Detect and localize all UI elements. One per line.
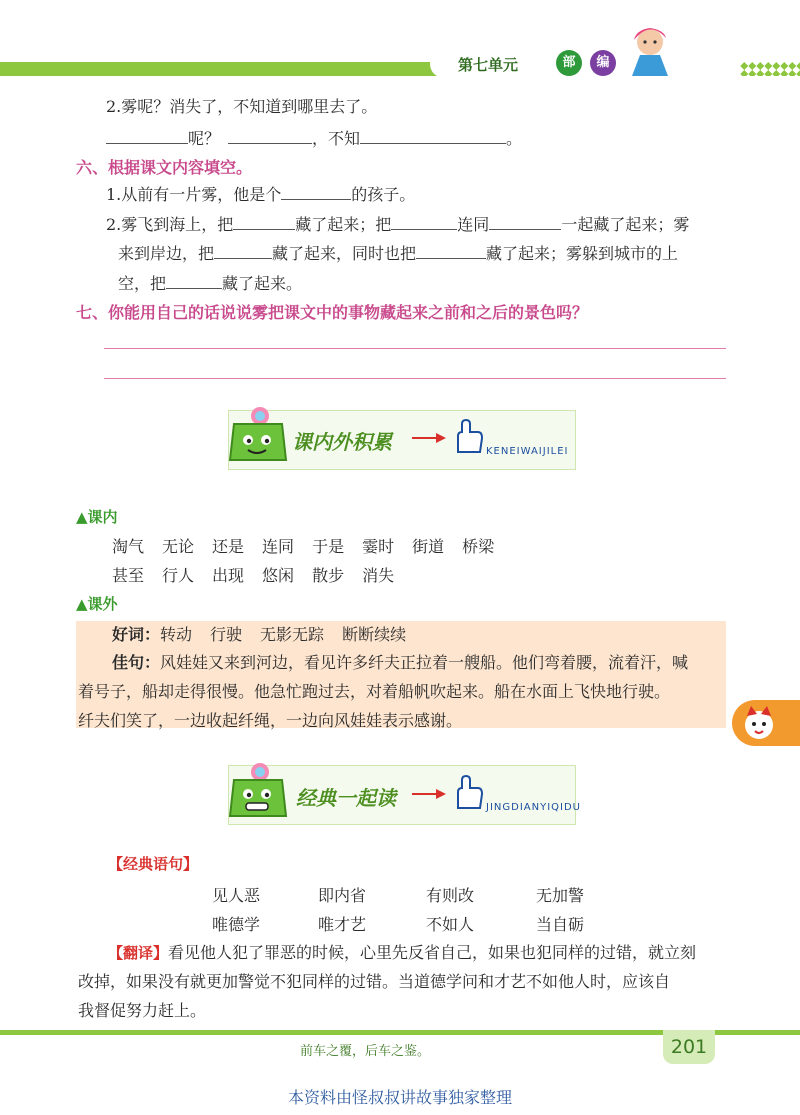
jiaju-line2: 着号子，船却走得很慢。他急忙跑过去，对着船帆吹起来。船在水面上飞快地行驶。 — [78, 682, 671, 701]
word: 连同 — [262, 537, 295, 556]
hand-icon — [450, 418, 486, 458]
footer-motto: 前车之覆，后车之鉴。 — [300, 1044, 431, 1059]
word: 消失 — [362, 566, 395, 585]
jiaju-line3: 纤夫们笑了，一边收起纤绳，一边向风娃娃表示感谢。 — [78, 711, 463, 730]
q2-sentence: 2.雾呢？消失了，不知道到哪里去了。 — [106, 97, 378, 116]
word: 悠闲 — [262, 566, 295, 585]
banner-kenei-title: 课内外积累 — [292, 430, 392, 454]
text: 藏了起来。 — [222, 274, 303, 293]
poem-phrase: 有则改 — [426, 886, 475, 905]
section7-title: 七、你能用自己的话说说雾把课文中的事物藏起来之前和之后的景色吗？ — [76, 303, 589, 322]
poem-phrase: 无加警 — [536, 886, 585, 905]
text: 藏了起来；雾躲到城市的上 — [486, 244, 679, 263]
word: 桥梁 — [462, 537, 495, 556]
kenei-label: 课内 — [87, 508, 118, 526]
kenei-heading — [76, 506, 118, 527]
word: 淘气 — [112, 537, 145, 556]
triangle-icon: ▲ — [76, 508, 88, 526]
unit-label: 第七单元 — [458, 56, 519, 74]
word: 甚至 — [112, 566, 145, 585]
header-checker-decoration — [740, 62, 800, 76]
s6-item2-line3 — [118, 270, 302, 296]
blank[interactable] — [233, 211, 295, 230]
poem-phrase: 当自砺 — [536, 915, 585, 934]
blank[interactable] — [281, 181, 351, 200]
translation-line3: 我督促努力赶上。 — [78, 1001, 207, 1020]
poem-phrase: 即内省 — [318, 886, 367, 905]
fox-face-icon — [740, 704, 778, 742]
kenei-row2 — [112, 563, 412, 586]
banner-jingdian-title: 经典一起读 — [296, 786, 396, 810]
jiaju-text: 风娃娃又来到河边，看见许多纤夫正拉着一艘船。他们弯着腰，流着汗，喊 — [160, 653, 689, 672]
translation-line2: 改掉，如果没有就更加警觉不犯同样的过错。当道德学问和才艺不如他人时，应该自 — [78, 972, 671, 991]
section6-title: 六、根据课文内容填空。 — [76, 158, 253, 177]
s6-item1-b: 的孩子。 — [351, 185, 416, 204]
q2-part2: ，不知 — [312, 129, 361, 148]
text: 藏了起来，同时也把 — [272, 244, 417, 263]
s6-item2-line1 — [106, 211, 689, 237]
kewai-label: 课外 — [87, 595, 118, 613]
credit-text: 本资料由怪叔叔讲故事独家整理 — [287, 1088, 512, 1107]
blank[interactable] — [166, 270, 222, 289]
word: 霎时 — [362, 537, 395, 556]
answer-line[interactable] — [104, 378, 726, 379]
poem-phrase: 不如人 — [426, 915, 475, 934]
haoci-row — [112, 622, 424, 645]
text: 2.雾飞到海上，把 — [106, 215, 234, 234]
answer-line[interactable] — [104, 348, 726, 349]
badge-bian: 编 — [590, 50, 616, 76]
jiaju-label: 佳句： — [112, 653, 161, 672]
word: 无影无踪 — [260, 625, 325, 644]
kewai-heading — [76, 593, 118, 614]
arrow-icon — [410, 430, 450, 446]
text: 空，把 — [118, 274, 167, 293]
triangle-icon: ▲ — [76, 595, 88, 613]
blank[interactable] — [416, 240, 486, 259]
word: 还是 — [212, 537, 245, 556]
s6-item1 — [106, 181, 415, 207]
translation-line1 — [108, 938, 696, 968]
translation-label: 【翻译】 — [108, 944, 169, 962]
word: 断断续续 — [342, 625, 407, 644]
banner-jingdian-en: JINGDIANYIQIDU — [486, 802, 581, 813]
word: 无论 — [162, 537, 195, 556]
text: 一起藏了起来；雾 — [561, 215, 690, 234]
poem-phrase: 见人恶 — [212, 886, 261, 905]
kenei-row1 — [112, 534, 512, 557]
word: 出现 — [212, 566, 245, 585]
poem-phrase: 唯德学 — [212, 915, 261, 934]
blank[interactable] — [106, 125, 188, 144]
text: 连同 — [457, 215, 490, 234]
jiaju-line1 — [112, 648, 724, 677]
classic-title: 【经典语句】 — [108, 855, 199, 873]
green-mascot-icon — [222, 402, 292, 474]
girl-mascot-icon — [620, 22, 678, 78]
blank[interactable] — [228, 125, 312, 144]
badge-bu: 部 — [556, 50, 582, 76]
q2-template — [106, 125, 522, 151]
blank[interactable] — [489, 211, 561, 230]
word: 街道 — [412, 537, 445, 556]
banner-kenei-en: KENEIWAIJILEI — [486, 446, 569, 457]
word: 散步 — [312, 566, 345, 585]
s6-item1-a: 1.从前有一片雾，他是个 — [106, 185, 282, 204]
poem-phrase: 唯才艺 — [318, 915, 367, 934]
arrow-icon — [410, 786, 450, 802]
s6-item2-line2 — [118, 240, 678, 266]
blank[interactable] — [214, 240, 272, 259]
green-mascot-icon — [222, 758, 292, 830]
word: 于是 — [312, 537, 345, 556]
text: 来到岸边，把 — [118, 244, 215, 263]
word: 转动 — [160, 625, 193, 644]
word: 行人 — [162, 566, 195, 585]
haoci-label: 好词： — [112, 625, 161, 644]
page-number: 201 — [663, 1030, 715, 1064]
translation-text: 看见他人犯了罪恶的时候，心里先反省自己，如果也犯同样的过错，就立刻 — [168, 943, 697, 962]
word: 行驶 — [210, 625, 243, 644]
q2-part3: 。 — [506, 129, 523, 148]
blank[interactable] — [391, 211, 457, 230]
hand-icon — [450, 774, 486, 814]
q2-part1: 呢？ — [188, 129, 221, 148]
text: 藏了起来；把 — [295, 215, 392, 234]
blank[interactable] — [360, 125, 506, 144]
